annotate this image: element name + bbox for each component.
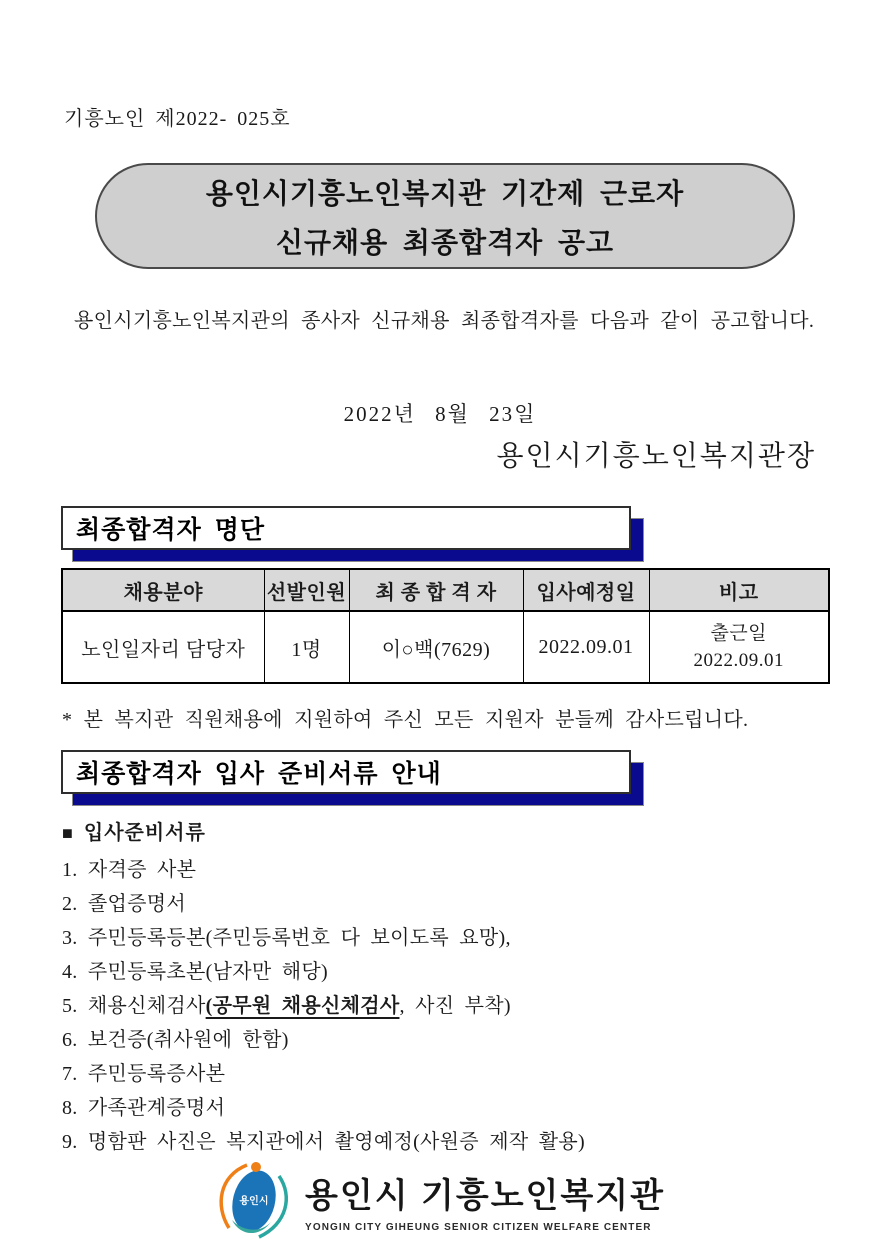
- list-item-2: 2. 졸업증명서: [62, 893, 186, 915]
- list-item-7: 7. 주민등록증사본: [62, 1063, 226, 1085]
- section-title-documents: 최종합격자 입사 준비서류 안내: [76, 760, 442, 788]
- list-item-8: 8. 가족관계증명서: [62, 1097, 226, 1119]
- section-header-box: [61, 506, 631, 550]
- col-header-field: 채용분야: [62, 569, 264, 611]
- doc-number: 기흥노인 제2022- 025호: [64, 108, 291, 130]
- thanks-note: * 본 복지관 직원채용에 지원하여 주신 모든 지원자 분들께 감사드립니다.: [62, 709, 749, 731]
- footer-logo: [0, 1158, 880, 1242]
- item5-emphasis: (공무원 채용신체검사: [205, 995, 400, 1017]
- final-candidates-table: [61, 568, 830, 684]
- col-header-count: 선발인원: [264, 569, 349, 611]
- cell-start-date: 2022.09.01: [523, 611, 649, 683]
- cell-field: 노인일자리 담당자: [62, 611, 264, 683]
- intro-paragraph: 용인시기흥노인복지관의 종사자 신규채용 최종합격자를 다음과 같이 공고합니다.: [74, 310, 815, 332]
- table-header-row: [62, 569, 829, 611]
- remark-line-2: 2022.09.01: [693, 650, 784, 671]
- item5-pre: 5. 채용신체검사: [62, 995, 206, 1017]
- square-bullet-icon: ■: [62, 823, 74, 843]
- org-name-en: YONGIN CITY GIHEUNG SENIOR CITIZEN WELFARE CENTER: [305, 1221, 652, 1233]
- section-title-final-list: 최종합격자 명단: [76, 516, 265, 544]
- announcement-date: 2022년 8월 23일: [343, 402, 537, 426]
- documents-list: [62, 816, 842, 1164]
- list-item-1: 1. 자격증 사본: [62, 859, 197, 881]
- section-header-box: [61, 750, 631, 794]
- section-header-documents: [61, 750, 645, 808]
- signer-title: 용인시기흥노인복지관장: [496, 441, 816, 472]
- list-item-9: 9. 명함판 사진은 복지관에서 촬영예정(사원증 제작 활용): [62, 1131, 585, 1153]
- cell-count: 1명: [264, 611, 349, 683]
- col-header-name: 최 종 합 격 자: [349, 569, 523, 611]
- cell-remark: [649, 611, 829, 683]
- list-item-4: 4. 주민등록초본(남자만 해당): [62, 961, 328, 983]
- table-row: [62, 611, 829, 683]
- footer-text-block: [305, 1168, 665, 1233]
- title-banner: [95, 163, 795, 269]
- list-item-5: [62, 994, 842, 1018]
- emblem-label: 용인시: [239, 1196, 269, 1207]
- org-emblem-icon: [215, 1158, 295, 1242]
- item5-post: , 사진 부착): [399, 995, 511, 1017]
- docs-heading-label: 입사준비서류: [83, 822, 206, 844]
- org-name: 용인시 기흥노인복지관: [305, 1176, 665, 1215]
- col-header-remark: 비고: [649, 569, 829, 611]
- section-header-final-list: [61, 506, 645, 564]
- cell-name: 이○백(7629): [349, 611, 523, 683]
- list-item-6: 6. 보건증(취사원에 한함): [62, 1029, 289, 1051]
- docs-heading: [62, 816, 842, 845]
- col-header-start-date: 입사예정일: [523, 569, 649, 611]
- remark-line-1: 출근일: [710, 623, 768, 644]
- title-line-1: 용인시기흥노인복지관 기간제 근로자: [205, 177, 685, 209]
- title-line-2: 신규채용 최종합격자 공고: [275, 226, 615, 258]
- list-item-3: 3. 주민등록등본(주민등록번호 다 보이도록 요망),: [62, 927, 511, 949]
